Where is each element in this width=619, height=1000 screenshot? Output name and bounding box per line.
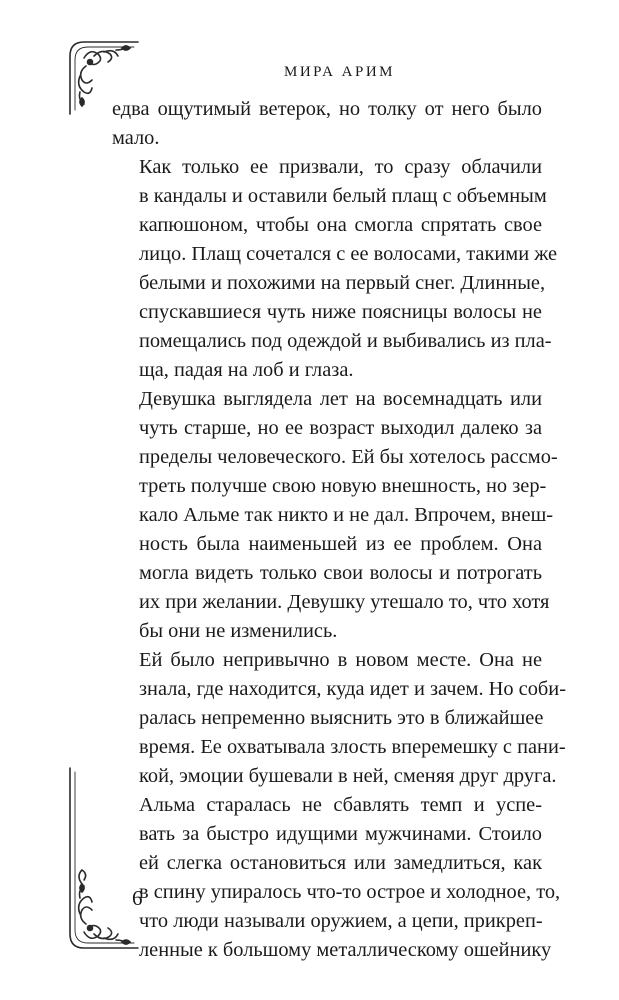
text-line: мало. [112,127,160,149]
text-line: что люди называли оружием, а цепи, прикреп- [139,910,543,932]
text-line: помещались под одеждой и выбивались из пла- [139,330,552,352]
text-line: вать за быстро идущими мужчинами. Стоило [139,823,542,845]
text-line: чуть старше, но ее возраст выходил далеко за [139,417,542,439]
text-line: ность была наименьшей из ее проблем. Она [139,533,542,555]
text-line: ленные к большому металлическому ошейнику [139,939,552,961]
text-line: Ей было непривычно в новом месте. Она не [139,649,542,671]
text-line: капюшоном, чтобы она смогла спрятать свое [139,214,542,236]
page-number: 6 [132,886,143,910]
body-text [112,95,566,965]
text-line: белыми и похожими на первый снег. Длинные, [139,272,546,294]
text-line: ралась непременно выяснить это в ближайшее [139,707,544,729]
running-head: МИРА АРИМ [283,64,396,80]
text-line: могла видеть только свои волосы и потрогать [139,562,542,584]
text-line: кало Альме так никто и не дал. Впрочем, внеш- [139,504,554,526]
text-line: в спину упиралось что-то острое и холодное, то, [139,881,561,903]
text-line: Девушка выглядела лет на восемнадцать или [139,388,542,410]
text-line: ей слегка остановиться или замедлиться, как [139,852,542,874]
text-line: Альма старалась не сбавлять темп и успе- [139,794,542,816]
paragraph [112,153,558,385]
ornament-corner-bottom-icon [64,764,142,954]
paragraph [112,95,542,153]
text-line: время. Ее охватывала злость вперемешку с пани- [139,736,566,758]
text-line: знала, где находится, куда идет и зачем. Но соби- [139,678,566,700]
text-line: лицо. Плащ сочетался с ее волосами, такими же [139,243,558,265]
text-line: в кандалы и оставили белый плащ с объемным [139,185,547,207]
text-line: кой, эмоции бушевали в ней, сменяя друг друга. [139,765,557,787]
paragraph [112,385,558,646]
text-line: едва ощутимый ветерок, но толку от него было [112,98,542,120]
text-line: Как только ее призвали, то сразу облачили [139,156,542,178]
text-line: пределы человеческого. Ей бы хотелось рассмо- [139,446,558,468]
paragraph [112,791,561,965]
text-line: ща, падая на лоб и глаза. [139,359,354,381]
text-line: треть получше свою новую внешность, но зер- [139,475,547,497]
text-line: бы они не изменились. [139,620,338,642]
text-line: спускавшиеся чуть ниже поясницы волосы не [139,301,542,323]
paragraph [112,646,566,791]
text-line: их при желании. Девушку утешало то, что хотя [139,591,550,613]
